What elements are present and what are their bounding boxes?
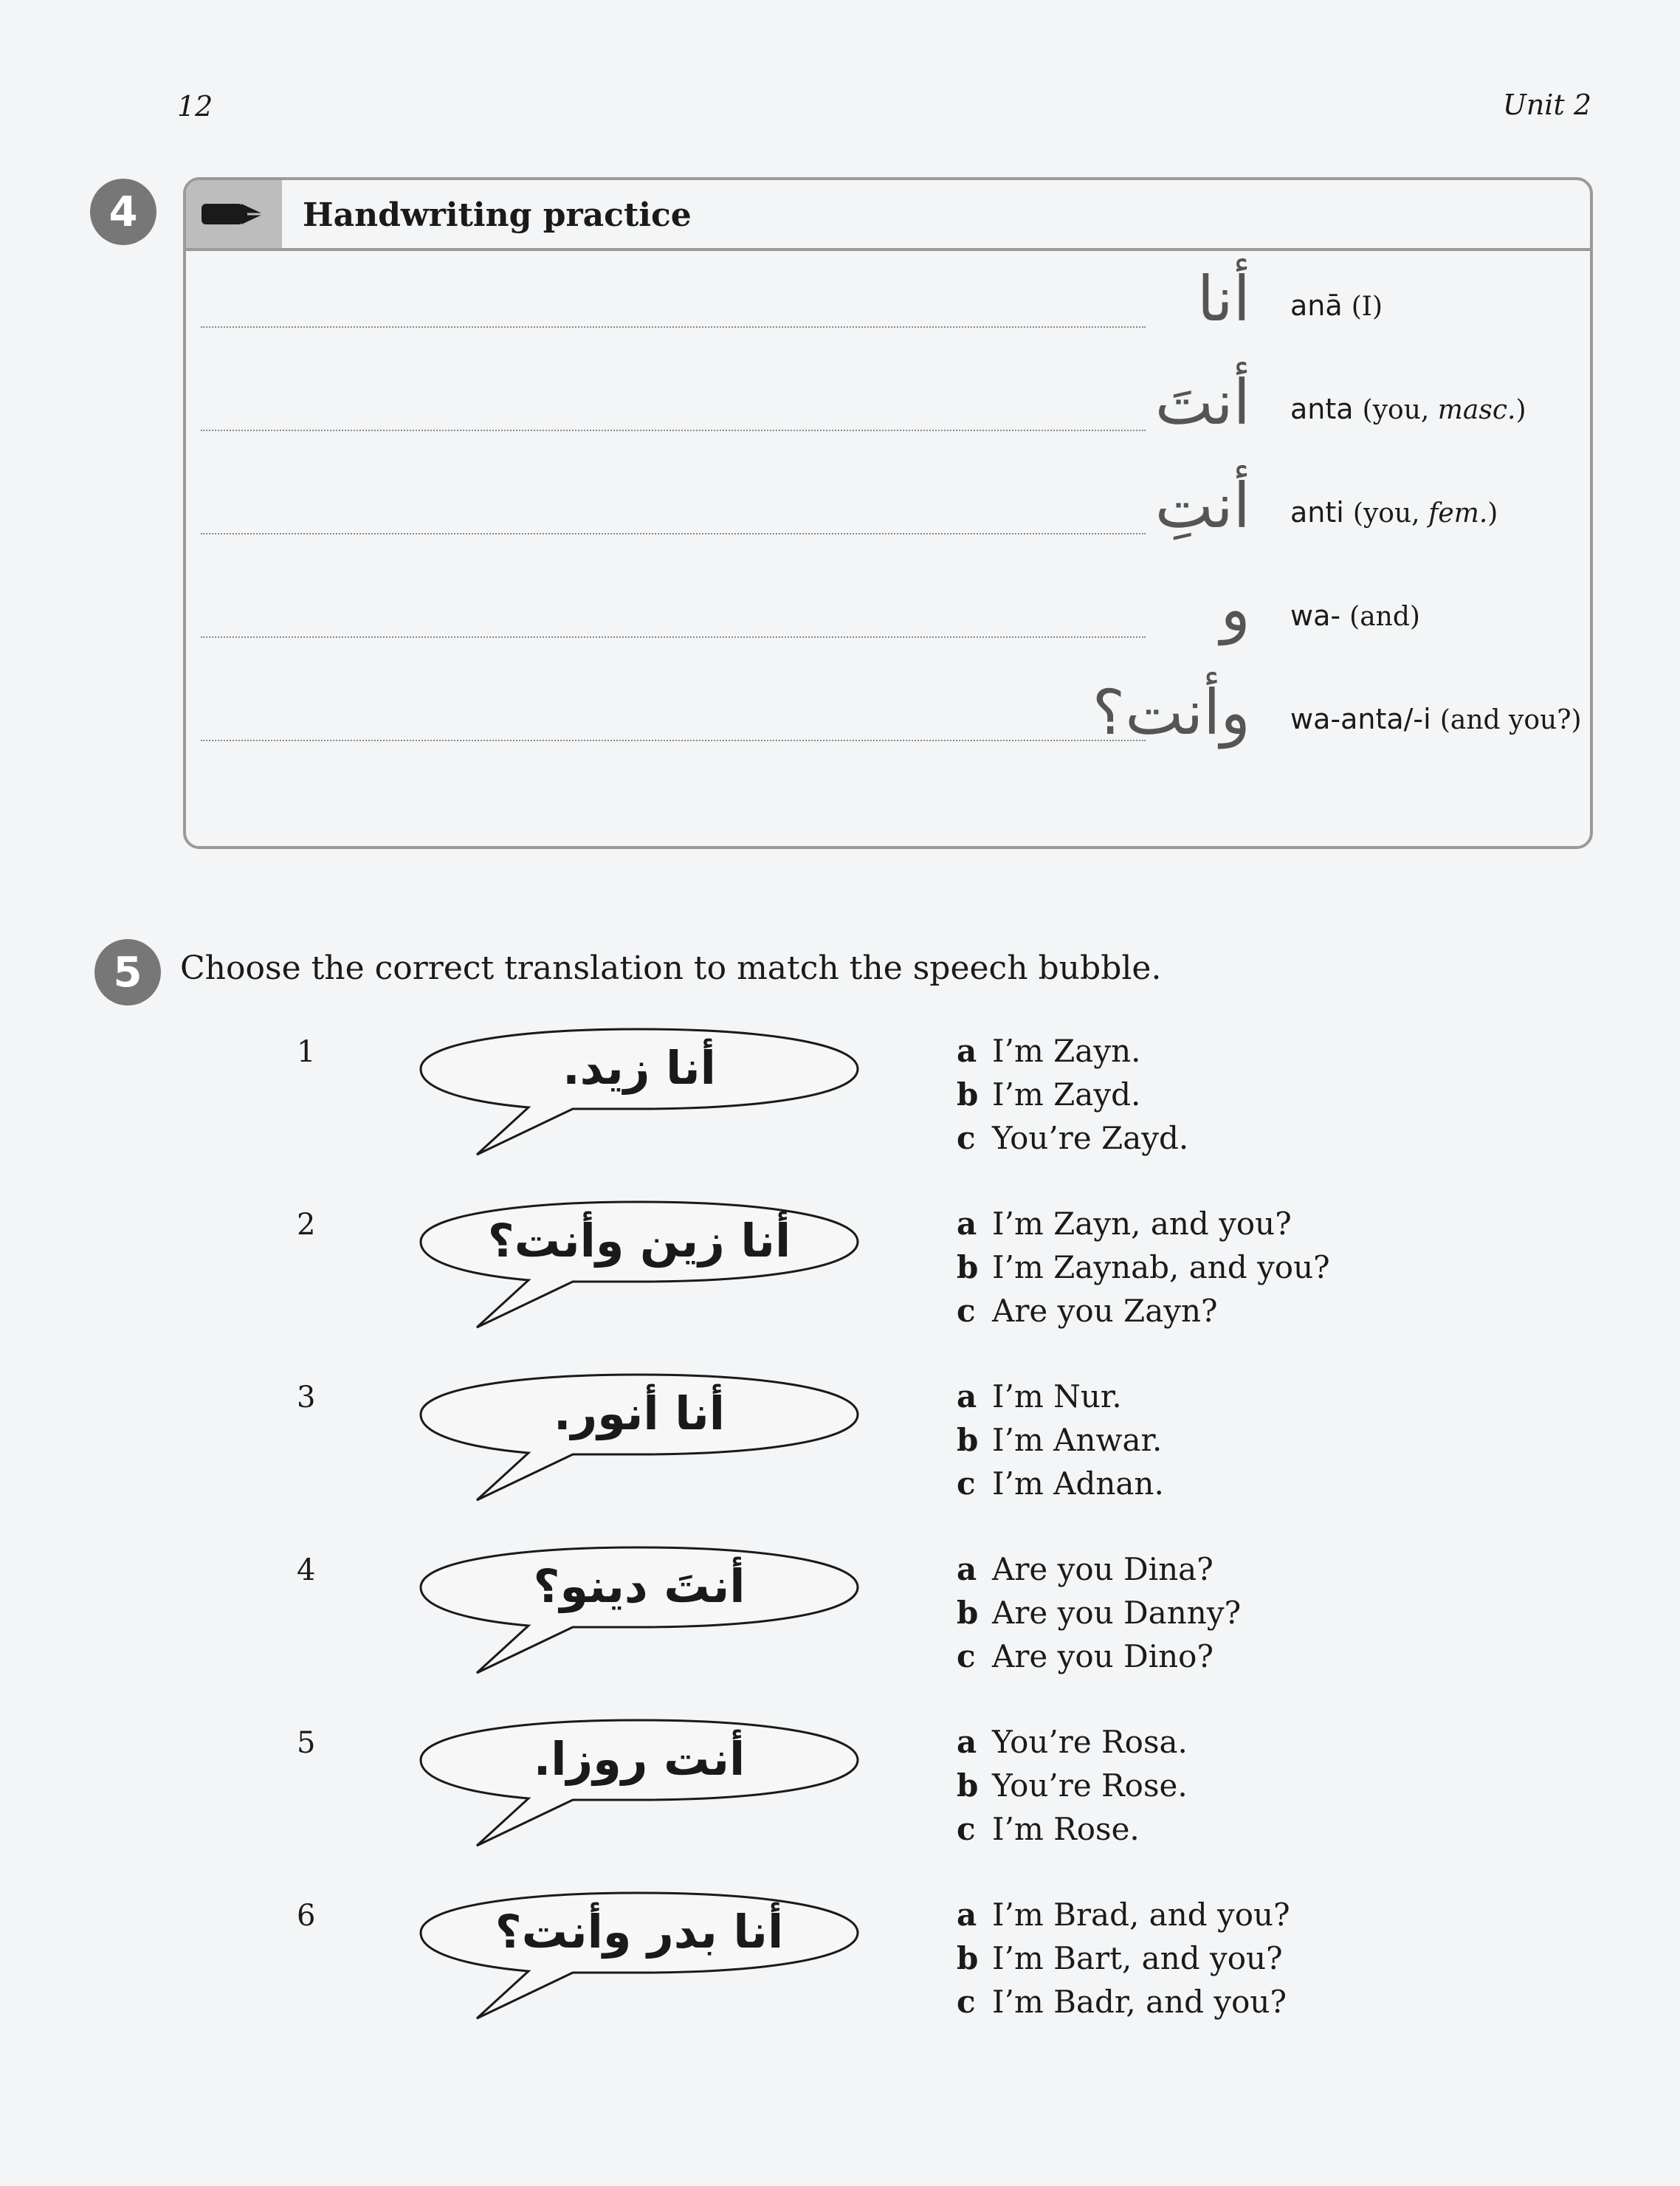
bubble-arabic: أنا أنور. [553, 1386, 726, 1440]
gloss-text: (you, [1352, 498, 1429, 529]
handwriting-row [201, 675, 1582, 749]
gloss-italic: fem. [1428, 498, 1488, 529]
bubble-arabic: أنا زين وأنت؟ [487, 1214, 791, 1268]
answer-option[interactable] [957, 1462, 1164, 1505]
option-text: Are you Danny? [992, 1595, 1242, 1631]
option-text: I’m Zaynab, and you? [992, 1249, 1330, 1285]
speech-bubble [418, 1373, 875, 1521]
transliteration-text: anta [1290, 393, 1354, 425]
answer-option[interactable] [957, 1720, 1188, 1764]
option-letter: c [957, 1811, 976, 1847]
arabic-word: أنتِ [1154, 470, 1250, 542]
option-text: I’m Nur. [992, 1378, 1122, 1415]
handwriting-row [201, 365, 1575, 439]
bubble-arabic: أنتَ دينو؟ [533, 1559, 746, 1613]
exercise-5-instruction: Choose the correct translation to match the speech bubble. [180, 949, 1162, 987]
answer-option[interactable] [957, 1980, 1290, 2024]
gloss-text: (and you?) [1439, 705, 1582, 735]
answer-option[interactable] [957, 1116, 1188, 1160]
answer-options [957, 1547, 1241, 1678]
handwriting-row [201, 261, 1575, 335]
answer-option[interactable] [957, 1418, 1164, 1462]
answer-options [957, 1375, 1164, 1505]
transliteration [1290, 599, 1420, 632]
transliteration [1290, 496, 1498, 529]
speech-bubble [418, 1546, 875, 1694]
pen-icon [186, 180, 282, 248]
writing-line[interactable] [201, 533, 1146, 535]
answer-option[interactable] [957, 1202, 1330, 1245]
bubble-arabic: أنا بدر وأنت؟ [495, 1905, 784, 1959]
option-letter: c [957, 1638, 976, 1674]
option-letter: a [957, 1551, 977, 1587]
answer-option[interactable] [957, 1289, 1330, 1333]
answer-option[interactable] [957, 1807, 1188, 1851]
question-number: 3 [297, 1381, 316, 1415]
option-letter: c [957, 1465, 976, 1502]
option-letter: b [957, 1249, 979, 1285]
option-text: I’m Badr, and you? [992, 1984, 1287, 2020]
option-text: I’m Brad, and you? [992, 1897, 1290, 1933]
gloss-text: (and) [1349, 602, 1420, 632]
handwriting-row [201, 468, 1575, 542]
option-letter: a [957, 1033, 977, 1069]
speech-bubble [418, 1719, 875, 1866]
question-number: 4 [297, 1553, 316, 1587]
answer-options [957, 1202, 1330, 1333]
question-number: 6 [297, 1899, 316, 1933]
writing-line[interactable] [201, 636, 1146, 638]
option-letter: b [957, 1940, 979, 1976]
answer-option[interactable] [957, 1893, 1290, 1936]
option-letter: b [957, 1767, 979, 1804]
option-text: You’re Zayd. [992, 1120, 1189, 1156]
option-text: I’m Bart, and you? [992, 1940, 1283, 1976]
handwriting-header [186, 180, 1590, 251]
arabic-word: أنتَ [1154, 366, 1250, 439]
option-text: You’re Rosa. [992, 1724, 1188, 1760]
transliteration [1290, 703, 1582, 735]
question-number: 2 [297, 1208, 316, 1242]
option-text: I’m Adnan. [992, 1465, 1164, 1502]
answer-options [957, 1720, 1188, 1851]
answer-option[interactable] [957, 1635, 1241, 1678]
page-number: 12 [177, 90, 213, 123]
speech-bubble [418, 1200, 875, 1348]
transliteration-text: anti [1290, 496, 1344, 529]
unit-label: Unit 2 [1502, 89, 1591, 121]
answer-option[interactable] [957, 1375, 1164, 1418]
option-letter: a [957, 1378, 977, 1415]
speech-bubble [418, 1891, 875, 2039]
writing-line[interactable] [201, 326, 1146, 328]
exercise-4-badge: 4 [90, 179, 156, 245]
question-number: 5 [297, 1726, 316, 1760]
gloss-end: ) [1487, 498, 1498, 529]
gloss-text: (I) [1351, 292, 1383, 322]
speech-bubble [418, 1028, 875, 1175]
transliteration-text: anā [1290, 289, 1343, 322]
option-text: Are you Zayn? [992, 1293, 1218, 1329]
gloss [1363, 395, 1526, 425]
transliteration [1290, 289, 1383, 322]
answer-option[interactable] [957, 1936, 1290, 1980]
option-letter: b [957, 1422, 979, 1458]
gloss-text: (you, [1362, 395, 1438, 425]
transliteration [1290, 393, 1526, 425]
answer-option[interactable] [957, 1029, 1188, 1073]
gloss [1440, 705, 1582, 735]
question-number: 1 [297, 1035, 316, 1069]
option-letter: c [957, 1293, 976, 1329]
handwriting-row [201, 571, 1575, 645]
option-letter: a [957, 1724, 977, 1760]
gloss-italic: masc. [1437, 395, 1516, 425]
option-text: You’re Rose. [992, 1767, 1188, 1804]
arabic-word: و [1220, 573, 1250, 645]
answer-options [957, 1029, 1188, 1160]
option-letter: a [957, 1897, 977, 1933]
writing-line[interactable] [201, 740, 1146, 741]
option-letter: b [957, 1595, 979, 1631]
bubble-arabic: أنا زيد. [562, 1041, 716, 1095]
option-letter: b [957, 1076, 979, 1113]
option-text: I’m Rose. [992, 1811, 1140, 1847]
option-text: I’m Zayn, and you? [992, 1206, 1292, 1242]
gloss [1352, 292, 1383, 322]
option-text: I’m Zayd. [992, 1076, 1141, 1113]
gloss [1353, 498, 1498, 529]
exercise-5-badge: 5 [94, 939, 161, 1006]
handwriting-title: Handwriting practice [303, 196, 692, 234]
transliteration-text: wa-anta/-i [1290, 703, 1431, 735]
answer-option[interactable] [957, 1591, 1241, 1635]
answer-option[interactable] [957, 1245, 1330, 1289]
answer-option[interactable] [957, 1073, 1188, 1116]
gloss-end: ) [1515, 395, 1526, 425]
option-text: Are you Dino? [992, 1638, 1213, 1674]
option-letter: c [957, 1984, 976, 2020]
handwriting-practice-box [183, 177, 1593, 849]
writing-line[interactable] [201, 430, 1146, 431]
option-letter: a [957, 1206, 977, 1242]
arabic-word: وأنت؟ [1092, 676, 1250, 749]
option-text: Are you Dina? [992, 1551, 1213, 1587]
arabic-word: أنا [1197, 263, 1250, 335]
answer-option[interactable] [957, 1547, 1241, 1591]
answer-options [957, 1893, 1290, 2024]
gloss [1349, 602, 1420, 632]
answer-option[interactable] [957, 1764, 1188, 1807]
option-text: I’m Anwar. [992, 1422, 1163, 1458]
option-letter: c [957, 1120, 976, 1156]
transliteration-text: wa- [1290, 599, 1341, 632]
option-text: I’m Zayn. [992, 1033, 1141, 1069]
bubble-arabic: أنت روزا. [533, 1732, 746, 1786]
